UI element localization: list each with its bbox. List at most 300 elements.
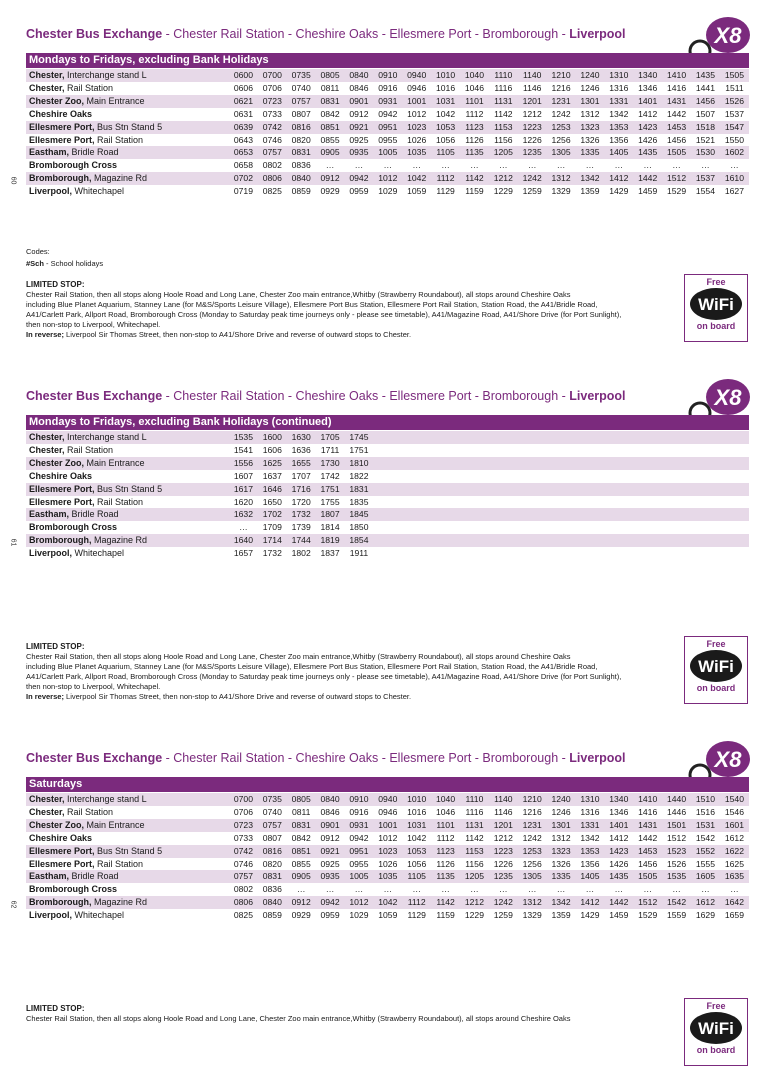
- time-cell: 0931: [373, 95, 402, 108]
- table-row: [26, 909, 749, 922]
- time-cell: 1231: [547, 95, 576, 108]
- time-cell: 1405: [576, 870, 605, 883]
- time-cell: 1342: [547, 896, 576, 909]
- time-cell: 1446: [667, 806, 687, 817]
- time-cell: 1442: [633, 172, 662, 185]
- time-cell: 1110: [460, 793, 489, 806]
- time-cell: 1312: [551, 832, 571, 843]
- time-cell: 1116: [465, 806, 484, 817]
- time-cell: 0855: [320, 134, 340, 145]
- time-cell: [633, 483, 662, 496]
- time-cell: 1456: [638, 858, 658, 869]
- time-cell: …: [354, 884, 364, 895]
- table-row: [26, 870, 749, 883]
- time-cell: [604, 457, 633, 470]
- table-row: [26, 508, 749, 521]
- time-cell: [691, 521, 720, 534]
- time-cell: 0757: [258, 819, 287, 832]
- time-cell: 1739: [291, 522, 311, 533]
- time-cell: 1223: [518, 121, 547, 134]
- time-cell: …: [412, 884, 421, 895]
- time-cell: …: [239, 522, 248, 533]
- time-cell: 0700: [258, 69, 287, 82]
- time-cell: [518, 444, 547, 457]
- time-cell: 0816: [287, 121, 316, 134]
- time-cell: 0820: [291, 134, 311, 145]
- time-cell: 0806: [229, 896, 258, 909]
- time-cell: [720, 521, 749, 534]
- time-cell: 1140: [518, 69, 547, 82]
- time-cell: 1012: [407, 108, 427, 119]
- time-cell: 0831: [287, 146, 316, 159]
- time-cell: 0851: [287, 845, 316, 858]
- time-cell: [402, 534, 431, 547]
- limited-stop-note: LIMITED STOP: Chester Rail Station, then all stops along Hoole Road and Long Lane, Chester Zoo main entrance,Whitby (Strawberry Roundabout), all stops around Cheshire Oaks: [26, 1004, 571, 1023]
- time-cell: 1131: [460, 819, 489, 832]
- stop-name-cell: Chester, Rail Station: [29, 806, 114, 817]
- table-row: [26, 832, 749, 845]
- stop-name-cell: Chester, Interchange stand L: [26, 69, 229, 82]
- time-cell: …: [643, 160, 652, 171]
- time-cell: [691, 496, 720, 509]
- time-cell: [431, 547, 460, 560]
- time-cell: 1531: [691, 819, 720, 832]
- time-cell: 1850: [349, 522, 369, 533]
- time-cell: 1751: [349, 444, 369, 455]
- time-cell: 1751: [316, 483, 345, 496]
- time-cell: 1542: [662, 896, 691, 909]
- time-cell: 0757: [287, 95, 316, 108]
- time-cell: 1042: [373, 896, 402, 909]
- time-cell: [460, 444, 489, 457]
- stop-name-cell: Bromborough Cross: [29, 160, 118, 171]
- time-cell: 1212: [522, 108, 542, 119]
- time-cell: [662, 547, 691, 560]
- time-cell: [431, 508, 460, 521]
- time-cell: 0912: [320, 832, 340, 843]
- time-cell: 1745: [345, 431, 374, 444]
- time-cell: 1359: [551, 910, 571, 921]
- time-cell: 1650: [262, 496, 282, 507]
- table-row: [26, 108, 749, 121]
- time-cell: [402, 521, 431, 534]
- time-cell: 1159: [436, 910, 455, 921]
- time-cell: 0816: [258, 845, 287, 858]
- svg-text:WiFi: WiFi: [698, 1019, 734, 1038]
- time-cell: 1606: [262, 444, 282, 455]
- time-cell: 1101: [460, 95, 489, 108]
- stop-name-cell: Chester Zoo, Main Entrance: [26, 457, 229, 470]
- time-cell: …: [499, 160, 508, 171]
- table-row: [26, 134, 749, 147]
- time-cell: 1456: [691, 95, 720, 108]
- time-cell: [460, 483, 489, 496]
- stop-name-cell: Cheshire Oaks: [29, 832, 93, 843]
- time-cell: 0621: [229, 95, 258, 108]
- time-cell: 1356: [580, 858, 600, 869]
- time-cell: 1342: [609, 108, 629, 119]
- time-cell: 1023: [402, 121, 431, 134]
- time-cell: 0606: [233, 82, 253, 93]
- time-cell: 0806: [258, 172, 287, 185]
- time-cell: 0723: [258, 95, 287, 108]
- time-cell: 1617: [229, 483, 258, 496]
- stop-name-cell: Eastham, Bridle Road: [26, 870, 229, 883]
- time-cell: 1744: [287, 534, 316, 547]
- time-cell: 1535: [662, 870, 691, 883]
- time-cell: 1305: [547, 146, 576, 159]
- time-cell: 1607: [233, 470, 253, 481]
- time-cell: 1716: [287, 483, 316, 496]
- time-cell: 0643: [233, 134, 253, 145]
- time-cell: …: [296, 884, 306, 895]
- time-cell: 1601: [720, 819, 749, 832]
- time-cell: [691, 508, 720, 521]
- time-cell: [402, 508, 431, 521]
- time-cell: 1026: [407, 134, 427, 145]
- time-cell: 0805: [316, 69, 345, 82]
- time-cell: 1023: [373, 845, 402, 858]
- time-cell: 1709: [262, 522, 282, 533]
- time-cell: [691, 547, 720, 560]
- wifi-badge: Free WiFi on board: [684, 636, 748, 704]
- time-cell: [489, 521, 518, 534]
- time-cell: [691, 431, 720, 444]
- time-cell: 1627: [724, 186, 744, 197]
- time-cell: 1256: [522, 858, 542, 869]
- time-cell: 0951: [345, 845, 374, 858]
- time-cell: …: [441, 160, 450, 171]
- time-cell: 0733: [233, 832, 253, 843]
- time-cell: [576, 470, 605, 483]
- time-cell: [489, 444, 518, 457]
- time-cell: 1129: [436, 186, 455, 197]
- time-cell: 1340: [633, 69, 662, 82]
- time-cell: 0935: [345, 146, 374, 159]
- time-cell: 0942: [345, 172, 374, 185]
- time-cell: 1346: [638, 82, 658, 93]
- time-cell: 1359: [580, 186, 600, 197]
- stop-name-cell: Ellesmere Port, Rail Station: [29, 858, 144, 869]
- time-cell: 0940: [402, 69, 431, 82]
- time-cell: 1911: [349, 548, 369, 559]
- time-cell: [633, 496, 662, 509]
- time-cell: 1210: [518, 793, 547, 806]
- time-cell: 0840: [345, 69, 374, 82]
- time-cell: [604, 444, 633, 457]
- time-cell: 0901: [345, 95, 374, 108]
- time-cell: …: [585, 160, 595, 171]
- time-cell: [720, 444, 749, 457]
- time-cell: 1412: [609, 832, 629, 843]
- time-cell: [604, 534, 633, 547]
- time-cell: [662, 534, 691, 547]
- time-cell: [576, 457, 605, 470]
- time-cell: [431, 483, 460, 496]
- time-cell: 1711: [320, 444, 340, 455]
- time-cell: [431, 521, 460, 534]
- time-cell: [547, 431, 576, 444]
- time-cell: 1046: [464, 82, 484, 93]
- time-cell: 1550: [724, 134, 744, 145]
- time-cell: [576, 521, 605, 534]
- time-cell: [576, 547, 605, 560]
- time-cell: 1730: [316, 457, 345, 470]
- svg-text:X8: X8: [714, 747, 742, 772]
- time-cell: [720, 496, 749, 509]
- time-cell: 0706: [262, 82, 282, 93]
- time-cell: 1046: [436, 806, 456, 817]
- time-cell: [662, 431, 691, 444]
- time-cell: 1755: [320, 496, 340, 507]
- time-cell: [489, 431, 518, 444]
- time-cell: …: [701, 884, 710, 895]
- time-cell: 0912: [316, 172, 345, 185]
- time-cell: 1521: [695, 134, 715, 145]
- time-cell: 1235: [518, 146, 547, 159]
- table-row: [26, 896, 749, 909]
- time-cell: [547, 457, 576, 470]
- time-cell: 0929: [291, 910, 311, 921]
- time-cell: [373, 444, 402, 457]
- stop-name-cell: Chester, Rail Station: [29, 444, 114, 455]
- time-cell: 1810: [345, 457, 374, 470]
- time-cell: 0831: [258, 870, 287, 883]
- time-cell: [402, 547, 431, 560]
- time-cell: 1401: [604, 819, 633, 832]
- time-cell: 0901: [316, 819, 345, 832]
- time-cell: [518, 483, 547, 496]
- time-cell: 1142: [460, 172, 489, 185]
- time-cell: [489, 508, 518, 521]
- time-cell: 1456: [667, 134, 687, 145]
- time-cell: 1116: [494, 82, 513, 93]
- time-cell: 1540: [720, 793, 749, 806]
- time-cell: …: [527, 160, 537, 171]
- stop-name-cell: Eastham, Bridle Road: [26, 508, 229, 521]
- time-cell: 1010: [431, 69, 460, 82]
- time-cell: 1819: [316, 534, 345, 547]
- codes-note: Codes: #Sch - School holidays: [26, 247, 104, 268]
- time-cell: 1401: [633, 95, 662, 108]
- stop-name-cell: Ellesmere Port, Bus Stn Stand 5: [26, 483, 229, 496]
- time-cell: 1112: [431, 172, 460, 185]
- time-cell: [489, 470, 518, 483]
- time-cell: 1412: [576, 896, 605, 909]
- limited-stop-note: LIMITED STOP: Chester Rail Station, then all stops along Hoole Road and Long Lane, Chester Zoo main entrance,Whitby (Strawberry Roundabout), all stops around Cheshire Oaks including Blue Planet Aquarium, Stanney Lane (for M&S/Sports Leisure Village), Ellesmere Port Bus Station, Ellesmere Port Rail Station, Station Road, the A41/Bridle Road, A41/Carlett Park, Allport Road, Bromborough Cross (Monday to Saturday peak time journeys only - please see timetable), A41/Magazine Road, A41/Shore Drive (for Port Sunlight), then non-stop to Liverpool, Whitechapel. In reverse; Liverpool Sir Thomas Street, then non-stop to A41/Shore Drive and reverse of outward stops to Chester.: [26, 280, 622, 339]
- time-cell: 0631: [233, 108, 253, 119]
- time-cell: 1059: [407, 186, 427, 197]
- table-row: [26, 883, 749, 896]
- time-cell: 0831: [287, 819, 316, 832]
- table-row: [26, 470, 749, 483]
- time-cell: [604, 547, 633, 560]
- time-cell: [662, 496, 691, 509]
- time-cell: 0959: [349, 186, 369, 197]
- time-cell: 1642: [720, 896, 749, 909]
- wifi-icon: [689, 649, 743, 683]
- time-cell: 1031: [431, 95, 460, 108]
- time-cell: [547, 470, 576, 483]
- time-cell: [489, 483, 518, 496]
- time-cell: 0740: [291, 82, 311, 93]
- time-cell: 1625: [724, 858, 744, 869]
- time-cell: 0929: [320, 186, 340, 197]
- time-cell: 1512: [633, 896, 662, 909]
- time-cell: 0700: [229, 793, 258, 806]
- time-cell: 1326: [551, 858, 571, 869]
- time-cell: 1310: [576, 793, 605, 806]
- time-cell: [460, 508, 489, 521]
- time-cell: 1537: [724, 108, 744, 119]
- time-cell: 1622: [720, 845, 749, 858]
- time-cell: 1732: [287, 508, 316, 521]
- time-cell: 1635: [720, 870, 749, 883]
- time-cell: 1814: [320, 522, 340, 533]
- time-cell: 1146: [522, 82, 542, 93]
- time-cell: [662, 483, 691, 496]
- time-cell: [604, 508, 633, 521]
- time-cell: 1256: [551, 134, 571, 145]
- time-cell: [691, 457, 720, 470]
- time-cell: …: [325, 160, 335, 171]
- time-cell: …: [614, 160, 624, 171]
- time-cell: [460, 470, 489, 483]
- time-cell: 1707: [291, 470, 311, 481]
- time-cell: 1441: [695, 82, 715, 93]
- table-row: [26, 172, 749, 185]
- page-number: 61: [9, 538, 17, 547]
- svg-text:X8: X8: [714, 385, 742, 410]
- stop-name-cell: Ellesmere Port, Rail Station: [29, 496, 144, 507]
- time-cell: [373, 496, 402, 509]
- time-cell: [691, 483, 720, 496]
- time-cell: 1554: [695, 186, 715, 197]
- time-cell: 1123: [431, 845, 460, 858]
- stop-name-cell: Ellesmere Port, Bus Stn Stand 5: [26, 121, 229, 134]
- time-cell: 0851: [316, 121, 345, 134]
- time-cell: 1012: [373, 172, 402, 185]
- time-cell: 1235: [489, 870, 518, 883]
- time-cell: [720, 534, 749, 547]
- time-cell: 1029: [349, 910, 369, 921]
- time-cell: 0935: [316, 870, 345, 883]
- time-cell: 1340: [604, 793, 633, 806]
- time-cell: 1142: [465, 832, 484, 843]
- table-row: [26, 146, 749, 159]
- time-cell: [691, 444, 720, 457]
- stop-name-cell: Chester Zoo, Main Entrance: [26, 819, 229, 832]
- time-cell: [547, 444, 576, 457]
- time-cell: 0802: [233, 884, 253, 895]
- table-row: [26, 793, 749, 806]
- time-cell: 1005: [345, 870, 374, 883]
- time-cell: 0916: [349, 806, 369, 817]
- time-cell: 0811: [291, 806, 311, 817]
- time-cell: 1210: [547, 69, 576, 82]
- time-cell: 1431: [633, 819, 662, 832]
- time-cell: 1822: [349, 470, 369, 481]
- time-cell: 0921: [345, 121, 374, 134]
- time-cell: [547, 547, 576, 560]
- time-cell: 1312: [580, 108, 600, 119]
- time-cell: 1135: [431, 870, 460, 883]
- table-row: [26, 496, 749, 509]
- time-cell: …: [354, 160, 364, 171]
- time-cell: 1335: [576, 146, 605, 159]
- time-cell: 1316: [580, 806, 600, 817]
- time-cell: …: [470, 160, 479, 171]
- time-cell: 1053: [431, 121, 460, 134]
- table-row: [26, 431, 749, 444]
- time-cell: 0746: [262, 134, 282, 145]
- time-cell: 1416: [667, 82, 687, 93]
- time-cell: 1316: [609, 82, 629, 93]
- time-cell: 0831: [316, 95, 345, 108]
- time-cell: 1505: [662, 146, 691, 159]
- time-cell: 1226: [522, 134, 542, 145]
- time-cell: 0702: [229, 172, 258, 185]
- time-cell: [518, 470, 547, 483]
- time-cell: 1526: [667, 858, 687, 869]
- time-cell: 1720: [291, 496, 311, 507]
- page-number: 62: [9, 900, 17, 909]
- time-cell: [633, 431, 662, 444]
- time-cell: 1526: [720, 95, 749, 108]
- time-cell: 1442: [667, 108, 687, 119]
- time-cell: 0955: [378, 134, 398, 145]
- time-cell: 1310: [604, 69, 633, 82]
- time-cell: 1459: [638, 186, 658, 197]
- time-cell: [633, 547, 662, 560]
- time-cell: 1323: [547, 845, 576, 858]
- time-cell: 1612: [724, 832, 744, 843]
- time-cell: …: [441, 884, 450, 895]
- time-cell: 1657: [233, 548, 253, 559]
- time-cell: [604, 496, 633, 509]
- time-cell: 1659: [724, 910, 744, 921]
- time-cell: 1546: [724, 806, 744, 817]
- table-row: [26, 121, 749, 134]
- stop-name-cell: Liverpool, Whitechapel: [29, 548, 125, 559]
- time-cell: [633, 508, 662, 521]
- time-cell: 0840: [258, 896, 287, 909]
- time-cell: 1153: [460, 845, 489, 858]
- time-cell: 0840: [287, 172, 316, 185]
- time-cell: [518, 521, 547, 534]
- page-number: 60: [9, 176, 17, 185]
- time-cell: 1529: [638, 910, 658, 921]
- stop-name-cell: Bromborough, Magazine Rd: [26, 172, 229, 185]
- time-cell: 1702: [258, 508, 287, 521]
- time-cell: 1837: [320, 548, 340, 559]
- time-cell: [431, 496, 460, 509]
- table-row: [26, 159, 749, 172]
- time-cell: 1410: [662, 69, 691, 82]
- time-cell: 0846: [349, 82, 369, 93]
- time-cell: 1541: [233, 444, 253, 455]
- time-cell: 1831: [345, 483, 374, 496]
- stop-name-cell: Bromborough, Magazine Rd: [26, 896, 229, 909]
- time-cell: 1001: [373, 819, 402, 832]
- time-cell: 1229: [464, 910, 484, 921]
- time-cell: 1035: [402, 146, 431, 159]
- time-cell: [518, 534, 547, 547]
- time-cell: 0855: [291, 858, 311, 869]
- time-cell: 1523: [662, 845, 691, 858]
- table-row: [26, 444, 749, 457]
- time-cell: [662, 521, 691, 534]
